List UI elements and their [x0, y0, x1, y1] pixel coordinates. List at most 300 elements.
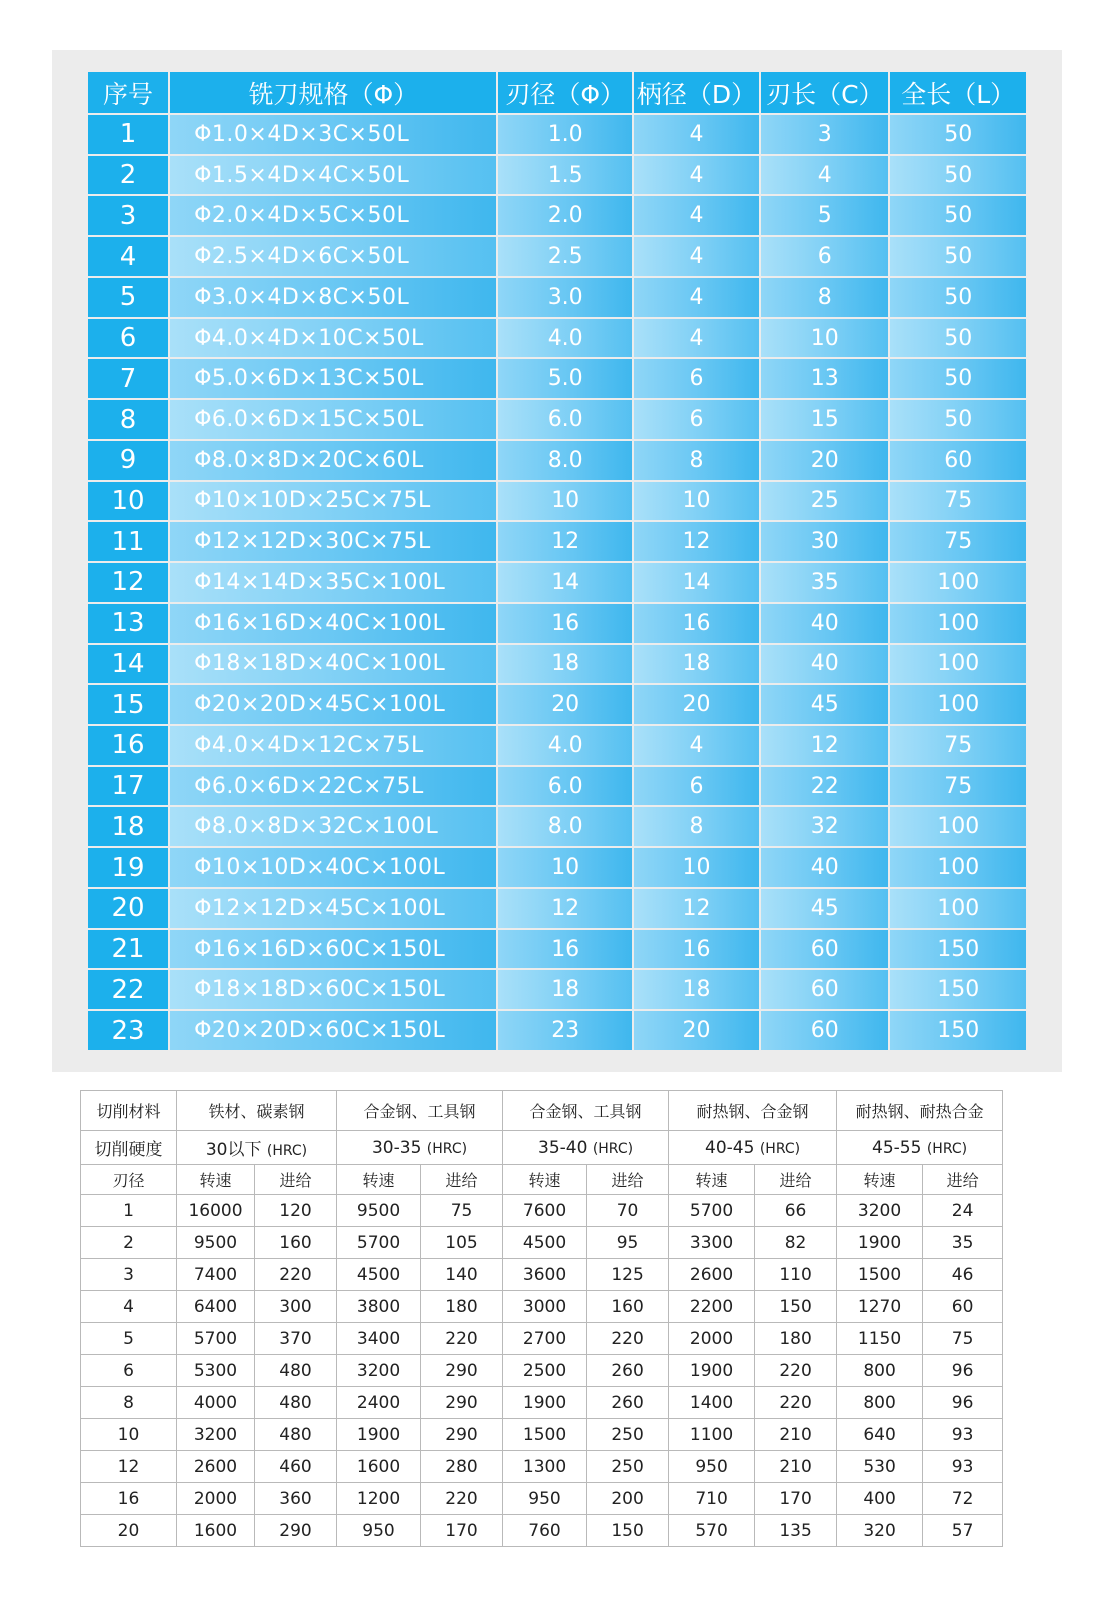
total-length-cell: 75 [889, 481, 1027, 522]
blade-diameter-cell: 18 [497, 969, 632, 1010]
spec-table-panel [52, 50, 1062, 1072]
speed-cell: 640 [837, 1419, 923, 1451]
blade-diameter-cell: 10 [497, 481, 632, 522]
blade-length-cell: 3 [760, 114, 889, 155]
table-row [81, 1227, 1003, 1259]
table-row [87, 114, 1027, 155]
diameter-cell: 8 [81, 1387, 177, 1419]
feed-cell: 135 [755, 1515, 837, 1547]
shank-diameter-cell: 16 [633, 929, 760, 970]
speed-cell: 3200 [837, 1195, 923, 1227]
speed-cell: 1400 [669, 1387, 755, 1419]
shank-diameter-cell: 12 [633, 888, 760, 929]
blade-diameter-cell: 4.0 [497, 318, 632, 359]
table-row [87, 277, 1027, 318]
feed-cell: 35 [923, 1227, 1003, 1259]
spec-cell: Φ14×14D×35C×100L [169, 562, 497, 603]
table-row [81, 1451, 1003, 1483]
spec-cell: Φ5.0×6D×13C×50L [169, 358, 497, 399]
blade-diameter-cell: 1.0 [497, 114, 632, 155]
hardness-value: 45-55 [872, 1137, 922, 1158]
shank-diameter-cell: 4 [633, 277, 760, 318]
hrc-unit: (HRC) [266, 1143, 308, 1159]
total-length-cell: 100 [889, 562, 1027, 603]
feed-cell: 105 [421, 1227, 503, 1259]
material-cell: 铁材、碳素钢 [177, 1091, 337, 1131]
row-index: 18 [87, 806, 169, 847]
blade-length-cell: 10 [760, 318, 889, 359]
table-row [81, 1355, 1003, 1387]
column-label-row [81, 1165, 1003, 1195]
speed-cell: 4000 [177, 1387, 255, 1419]
table-row [87, 318, 1027, 359]
cutting-parameters-table [80, 1090, 1003, 1547]
total-length-cell: 50 [889, 399, 1027, 440]
blade-length-cell: 45 [760, 888, 889, 929]
speed-cell: 2200 [669, 1291, 755, 1323]
row-index: 19 [87, 847, 169, 888]
speed-cell: 7600 [503, 1195, 587, 1227]
table-row [81, 1259, 1003, 1291]
feed-cell: 96 [923, 1387, 1003, 1419]
hardness-value: 30以下 [205, 1140, 262, 1160]
speed-cell: 5700 [337, 1227, 421, 1259]
spec-cell: Φ18×18D×60C×150L [169, 969, 497, 1010]
total-length-cell: 100 [889, 806, 1027, 847]
diameter-cell: 1 [81, 1195, 177, 1227]
shank-diameter-cell: 4 [633, 114, 760, 155]
table-row [87, 155, 1027, 196]
blade-length-cell: 32 [760, 806, 889, 847]
shank-diameter-cell: 18 [633, 644, 760, 685]
feed-cell: 220 [755, 1387, 837, 1419]
shank-diameter-cell: 10 [633, 481, 760, 522]
row-index: 9 [87, 440, 169, 481]
row-index: 6 [87, 318, 169, 359]
feed-cell: 200 [587, 1483, 669, 1515]
feed-cell: 120 [255, 1195, 337, 1227]
feed-cell: 370 [255, 1323, 337, 1355]
material-cell: 耐热钢、合金钢 [669, 1091, 837, 1131]
total-length-cell: 150 [889, 969, 1027, 1010]
speed-cell: 9500 [337, 1195, 421, 1227]
feed-cell: 24 [923, 1195, 1003, 1227]
speed-cell: 4500 [503, 1227, 587, 1259]
row-index: 17 [87, 766, 169, 807]
row-index: 3 [87, 195, 169, 236]
feed-label: 进给 [923, 1165, 1003, 1195]
feed-cell: 250 [587, 1419, 669, 1451]
total-length-cell: 100 [889, 888, 1027, 929]
table-row [87, 888, 1027, 929]
hardness-cell [177, 1131, 337, 1165]
diameter-cell: 10 [81, 1419, 177, 1451]
spec-cell: Φ1.5×4D×4C×50L [169, 155, 497, 196]
diameter-cell: 6 [81, 1355, 177, 1387]
shank-diameter-cell: 12 [633, 521, 760, 562]
speed-cell: 5300 [177, 1355, 255, 1387]
feed-cell: 110 [755, 1259, 837, 1291]
row-index: 13 [87, 603, 169, 644]
speed-cell: 800 [837, 1387, 923, 1419]
feed-cell: 150 [755, 1291, 837, 1323]
shank-diameter-cell: 4 [633, 725, 760, 766]
row-index: 16 [87, 725, 169, 766]
blade-length-cell: 45 [760, 684, 889, 725]
speed-cell: 3400 [337, 1323, 421, 1355]
blade-length-cell: 5 [760, 195, 889, 236]
table-row [87, 521, 1027, 562]
speed-label: 转速 [337, 1165, 421, 1195]
speed-cell: 3600 [503, 1259, 587, 1291]
table-row [87, 847, 1027, 888]
hardness-cell [669, 1131, 837, 1165]
feed-cell: 46 [923, 1259, 1003, 1291]
diameter-cell: 12 [81, 1451, 177, 1483]
table-row [81, 1515, 1003, 1547]
blade-diameter-cell: 23 [497, 1010, 632, 1051]
feed-cell: 95 [587, 1227, 669, 1259]
shank-diameter-cell: 20 [633, 1010, 760, 1051]
blade-length-cell: 40 [760, 644, 889, 685]
spec-cell: Φ2.0×4D×5C×50L [169, 195, 497, 236]
table-row [87, 806, 1027, 847]
feed-cell: 66 [755, 1195, 837, 1227]
material-cell: 耐热钢、耐热合金 [837, 1091, 1003, 1131]
speed-cell: 2600 [669, 1259, 755, 1291]
speed-cell: 5700 [177, 1323, 255, 1355]
blade-length-cell: 40 [760, 847, 889, 888]
feed-cell: 93 [923, 1419, 1003, 1451]
header-blade-diameter: 刃径（Φ） [497, 71, 632, 114]
spec-cell: Φ10×10D×40C×100L [169, 847, 497, 888]
blade-length-cell: 4 [760, 155, 889, 196]
total-length-cell: 75 [889, 766, 1027, 807]
feed-cell: 180 [421, 1291, 503, 1323]
total-length-cell: 50 [889, 236, 1027, 277]
blade-length-cell: 6 [760, 236, 889, 277]
speed-cell: 570 [669, 1515, 755, 1547]
speed-cell: 1600 [337, 1451, 421, 1483]
blade-diameter-cell: 3.0 [497, 277, 632, 318]
header-index: 序号 [87, 71, 169, 114]
diameter-cell: 4 [81, 1291, 177, 1323]
feed-cell: 72 [923, 1483, 1003, 1515]
speed-cell: 400 [837, 1483, 923, 1515]
shank-diameter-cell: 20 [633, 684, 760, 725]
speed-cell: 1200 [337, 1483, 421, 1515]
row-index: 7 [87, 358, 169, 399]
total-length-cell: 100 [889, 603, 1027, 644]
speed-cell: 1150 [837, 1323, 923, 1355]
feed-label: 进给 [755, 1165, 837, 1195]
speed-cell: 2400 [337, 1387, 421, 1419]
spec-cell: Φ18×18D×40C×100L [169, 644, 497, 685]
hrc-unit: (HRC) [926, 1140, 968, 1157]
speed-cell: 2000 [669, 1323, 755, 1355]
diameter-cell: 20 [81, 1515, 177, 1547]
feed-cell: 75 [923, 1323, 1003, 1355]
blade-diameter-cell: 14 [497, 562, 632, 603]
speed-cell: 5700 [669, 1195, 755, 1227]
table-row [81, 1195, 1003, 1227]
header-shank-diameter: 柄径（D） [633, 71, 760, 114]
table-row [87, 725, 1027, 766]
shank-diameter-cell: 4 [633, 195, 760, 236]
table-row [81, 1291, 1003, 1323]
speed-cell: 530 [837, 1451, 923, 1483]
feed-cell: 170 [755, 1483, 837, 1515]
feed-cell: 210 [755, 1419, 837, 1451]
hrc-unit: (HRC) [592, 1140, 634, 1157]
header-blade-length: 刃长（C） [760, 71, 889, 114]
speed-cell: 2700 [503, 1323, 587, 1355]
speed-cell: 3200 [177, 1419, 255, 1451]
spec-cell: Φ6.0×6D×15C×50L [169, 399, 497, 440]
hardness-label: 切削硬度 [81, 1131, 177, 1165]
speed-cell: 1900 [503, 1387, 587, 1419]
spec-cell: Φ4.0×4D×10C×50L [169, 318, 497, 359]
feed-cell: 180 [755, 1323, 837, 1355]
blade-diameter-cell: 4.0 [497, 725, 632, 766]
diameter-cell: 3 [81, 1259, 177, 1291]
diameter-cell: 16 [81, 1483, 177, 1515]
table-row [87, 481, 1027, 522]
speed-cell: 7400 [177, 1259, 255, 1291]
feed-cell: 60 [923, 1291, 1003, 1323]
diameter-cell: 2 [81, 1227, 177, 1259]
table-row [87, 358, 1027, 399]
diameter-label: 刃径 [81, 1165, 177, 1195]
hardness-cell [837, 1131, 1003, 1165]
feed-cell: 300 [255, 1291, 337, 1323]
blade-length-cell: 13 [760, 358, 889, 399]
blade-length-cell: 12 [760, 725, 889, 766]
row-index: 23 [87, 1010, 169, 1051]
shank-diameter-cell: 8 [633, 440, 760, 481]
feed-cell: 220 [255, 1259, 337, 1291]
blade-diameter-cell: 8.0 [497, 440, 632, 481]
row-index: 5 [87, 277, 169, 318]
speed-cell: 950 [337, 1515, 421, 1547]
feed-cell: 93 [923, 1451, 1003, 1483]
total-length-cell: 50 [889, 195, 1027, 236]
blade-diameter-cell: 6.0 [497, 399, 632, 440]
spec-cell: Φ16×16D×40C×100L [169, 603, 497, 644]
row-index: 8 [87, 399, 169, 440]
hardness-value: 40-45 [705, 1137, 755, 1158]
total-length-cell: 60 [889, 440, 1027, 481]
blade-diameter-cell: 12 [497, 521, 632, 562]
speed-cell: 2600 [177, 1451, 255, 1483]
blade-diameter-cell: 2.5 [497, 236, 632, 277]
spec-cell: Φ4.0×4D×12C×75L [169, 725, 497, 766]
blade-diameter-cell: 18 [497, 644, 632, 685]
blade-length-cell: 8 [760, 277, 889, 318]
speed-cell: 3800 [337, 1291, 421, 1323]
speed-cell: 1500 [503, 1419, 587, 1451]
blade-length-cell: 30 [760, 521, 889, 562]
row-index: 21 [87, 929, 169, 970]
feed-cell: 460 [255, 1451, 337, 1483]
speed-cell: 2500 [503, 1355, 587, 1387]
spec-cell: Φ12×12D×45C×100L [169, 888, 497, 929]
feed-cell: 480 [255, 1419, 337, 1451]
feed-cell: 125 [587, 1259, 669, 1291]
blade-diameter-cell: 8.0 [497, 806, 632, 847]
spec-table-header [87, 71, 1027, 114]
hrc-unit: (HRC) [426, 1140, 468, 1157]
blade-diameter-cell: 16 [497, 603, 632, 644]
hardness-row [81, 1131, 1003, 1165]
speed-cell: 1600 [177, 1515, 255, 1547]
total-length-cell: 50 [889, 277, 1027, 318]
shank-diameter-cell: 8 [633, 806, 760, 847]
feed-cell: 260 [587, 1387, 669, 1419]
blade-length-cell: 35 [760, 562, 889, 603]
row-index: 14 [87, 644, 169, 685]
material-cell: 合金钢、工具钢 [503, 1091, 669, 1131]
feed-cell: 220 [421, 1483, 503, 1515]
feed-cell: 250 [587, 1451, 669, 1483]
table-row [87, 766, 1027, 807]
feed-cell: 290 [421, 1355, 503, 1387]
material-row [81, 1091, 1003, 1131]
hrc-unit: (HRC) [759, 1140, 801, 1157]
blade-diameter-cell: 16 [497, 929, 632, 970]
hardness-value: 35-40 [538, 1137, 588, 1158]
shank-diameter-cell: 4 [633, 155, 760, 196]
table-row [87, 1010, 1027, 1051]
spec-cell: Φ2.5×4D×6C×50L [169, 236, 497, 277]
speed-cell: 3200 [337, 1355, 421, 1387]
speed-cell: 950 [503, 1483, 587, 1515]
feed-cell: 480 [255, 1355, 337, 1387]
speed-cell: 1900 [337, 1419, 421, 1451]
total-length-cell: 50 [889, 114, 1027, 155]
speed-cell: 800 [837, 1355, 923, 1387]
speed-cell: 950 [669, 1451, 755, 1483]
speed-cell: 1270 [837, 1291, 923, 1323]
shank-diameter-cell: 4 [633, 236, 760, 277]
material-cell: 合金钢、工具钢 [337, 1091, 503, 1131]
row-index: 22 [87, 969, 169, 1010]
row-index: 1 [87, 114, 169, 155]
feed-cell: 160 [587, 1291, 669, 1323]
blade-diameter-cell: 12 [497, 888, 632, 929]
speed-cell: 1900 [837, 1227, 923, 1259]
feed-cell: 140 [421, 1259, 503, 1291]
row-index: 10 [87, 481, 169, 522]
row-index: 2 [87, 155, 169, 196]
table-row [87, 562, 1027, 603]
feed-label: 进给 [421, 1165, 503, 1195]
spec-cell: Φ20×20D×60C×150L [169, 1010, 497, 1051]
total-length-cell: 100 [889, 644, 1027, 685]
row-index: 15 [87, 684, 169, 725]
feed-cell: 220 [421, 1323, 503, 1355]
total-length-cell: 100 [889, 684, 1027, 725]
table-row [81, 1483, 1003, 1515]
end-mill-spec-table [86, 70, 1028, 1052]
feed-label: 进给 [255, 1165, 337, 1195]
feed-cell: 480 [255, 1387, 337, 1419]
speed-label: 转速 [669, 1165, 755, 1195]
feed-cell: 57 [923, 1515, 1003, 1547]
feed-cell: 160 [255, 1227, 337, 1259]
speed-cell: 4500 [337, 1259, 421, 1291]
hardness-value: 30-35 [371, 1137, 422, 1158]
feed-cell: 220 [755, 1355, 837, 1387]
material-label: 切削材料 [81, 1091, 177, 1131]
speed-label: 转速 [177, 1165, 255, 1195]
speed-cell: 1100 [669, 1419, 755, 1451]
blade-length-cell: 25 [760, 481, 889, 522]
spec-cell: Φ8.0×8D×32C×100L [169, 806, 497, 847]
speed-cell: 16000 [177, 1195, 255, 1227]
shank-diameter-cell: 4 [633, 318, 760, 359]
header-total-length: 全长（L） [889, 71, 1027, 114]
feed-cell: 70 [587, 1195, 669, 1227]
speed-cell: 3000 [503, 1291, 587, 1323]
blade-length-cell: 20 [760, 440, 889, 481]
feed-cell: 150 [587, 1515, 669, 1547]
total-length-cell: 50 [889, 155, 1027, 196]
shank-diameter-cell: 14 [633, 562, 760, 603]
shank-diameter-cell: 18 [633, 969, 760, 1010]
speed-cell: 760 [503, 1515, 587, 1547]
total-length-cell: 75 [889, 521, 1027, 562]
spec-cell: Φ12×12D×30C×75L [169, 521, 497, 562]
speed-cell: 710 [669, 1483, 755, 1515]
feed-cell: 170 [421, 1515, 503, 1547]
total-length-cell: 50 [889, 358, 1027, 399]
table-row [81, 1323, 1003, 1355]
speed-cell: 1900 [669, 1355, 755, 1387]
blade-diameter-cell: 2.0 [497, 195, 632, 236]
feed-label: 进给 [587, 1165, 669, 1195]
table-row [87, 644, 1027, 685]
spec-cell: Φ16×16D×60C×150L [169, 929, 497, 970]
row-index: 11 [87, 521, 169, 562]
total-length-cell: 150 [889, 1010, 1027, 1051]
spec-cell: Φ20×20D×45C×100L [169, 684, 497, 725]
spec-cell: Φ1.0×4D×3C×50L [169, 114, 497, 155]
total-length-cell: 100 [889, 847, 1027, 888]
hardness-cell [337, 1131, 503, 1165]
feed-cell: 360 [255, 1483, 337, 1515]
table-row [87, 399, 1027, 440]
blade-diameter-cell: 20 [497, 684, 632, 725]
table-row [87, 969, 1027, 1010]
feed-cell: 220 [587, 1323, 669, 1355]
feed-cell: 260 [587, 1355, 669, 1387]
speed-cell: 1500 [837, 1259, 923, 1291]
speed-cell: 3300 [669, 1227, 755, 1259]
feed-cell: 75 [421, 1195, 503, 1227]
row-index: 20 [87, 888, 169, 929]
feed-cell: 290 [421, 1387, 503, 1419]
total-length-cell: 75 [889, 725, 1027, 766]
blade-diameter-cell: 10 [497, 847, 632, 888]
table-row [87, 440, 1027, 481]
table-row [81, 1419, 1003, 1451]
hardness-cell [503, 1131, 669, 1165]
spec-cell: Φ8.0×8D×20C×60L [169, 440, 497, 481]
shank-diameter-cell: 10 [633, 847, 760, 888]
spec-cell: Φ10×10D×25C×75L [169, 481, 497, 522]
table-row [87, 929, 1027, 970]
